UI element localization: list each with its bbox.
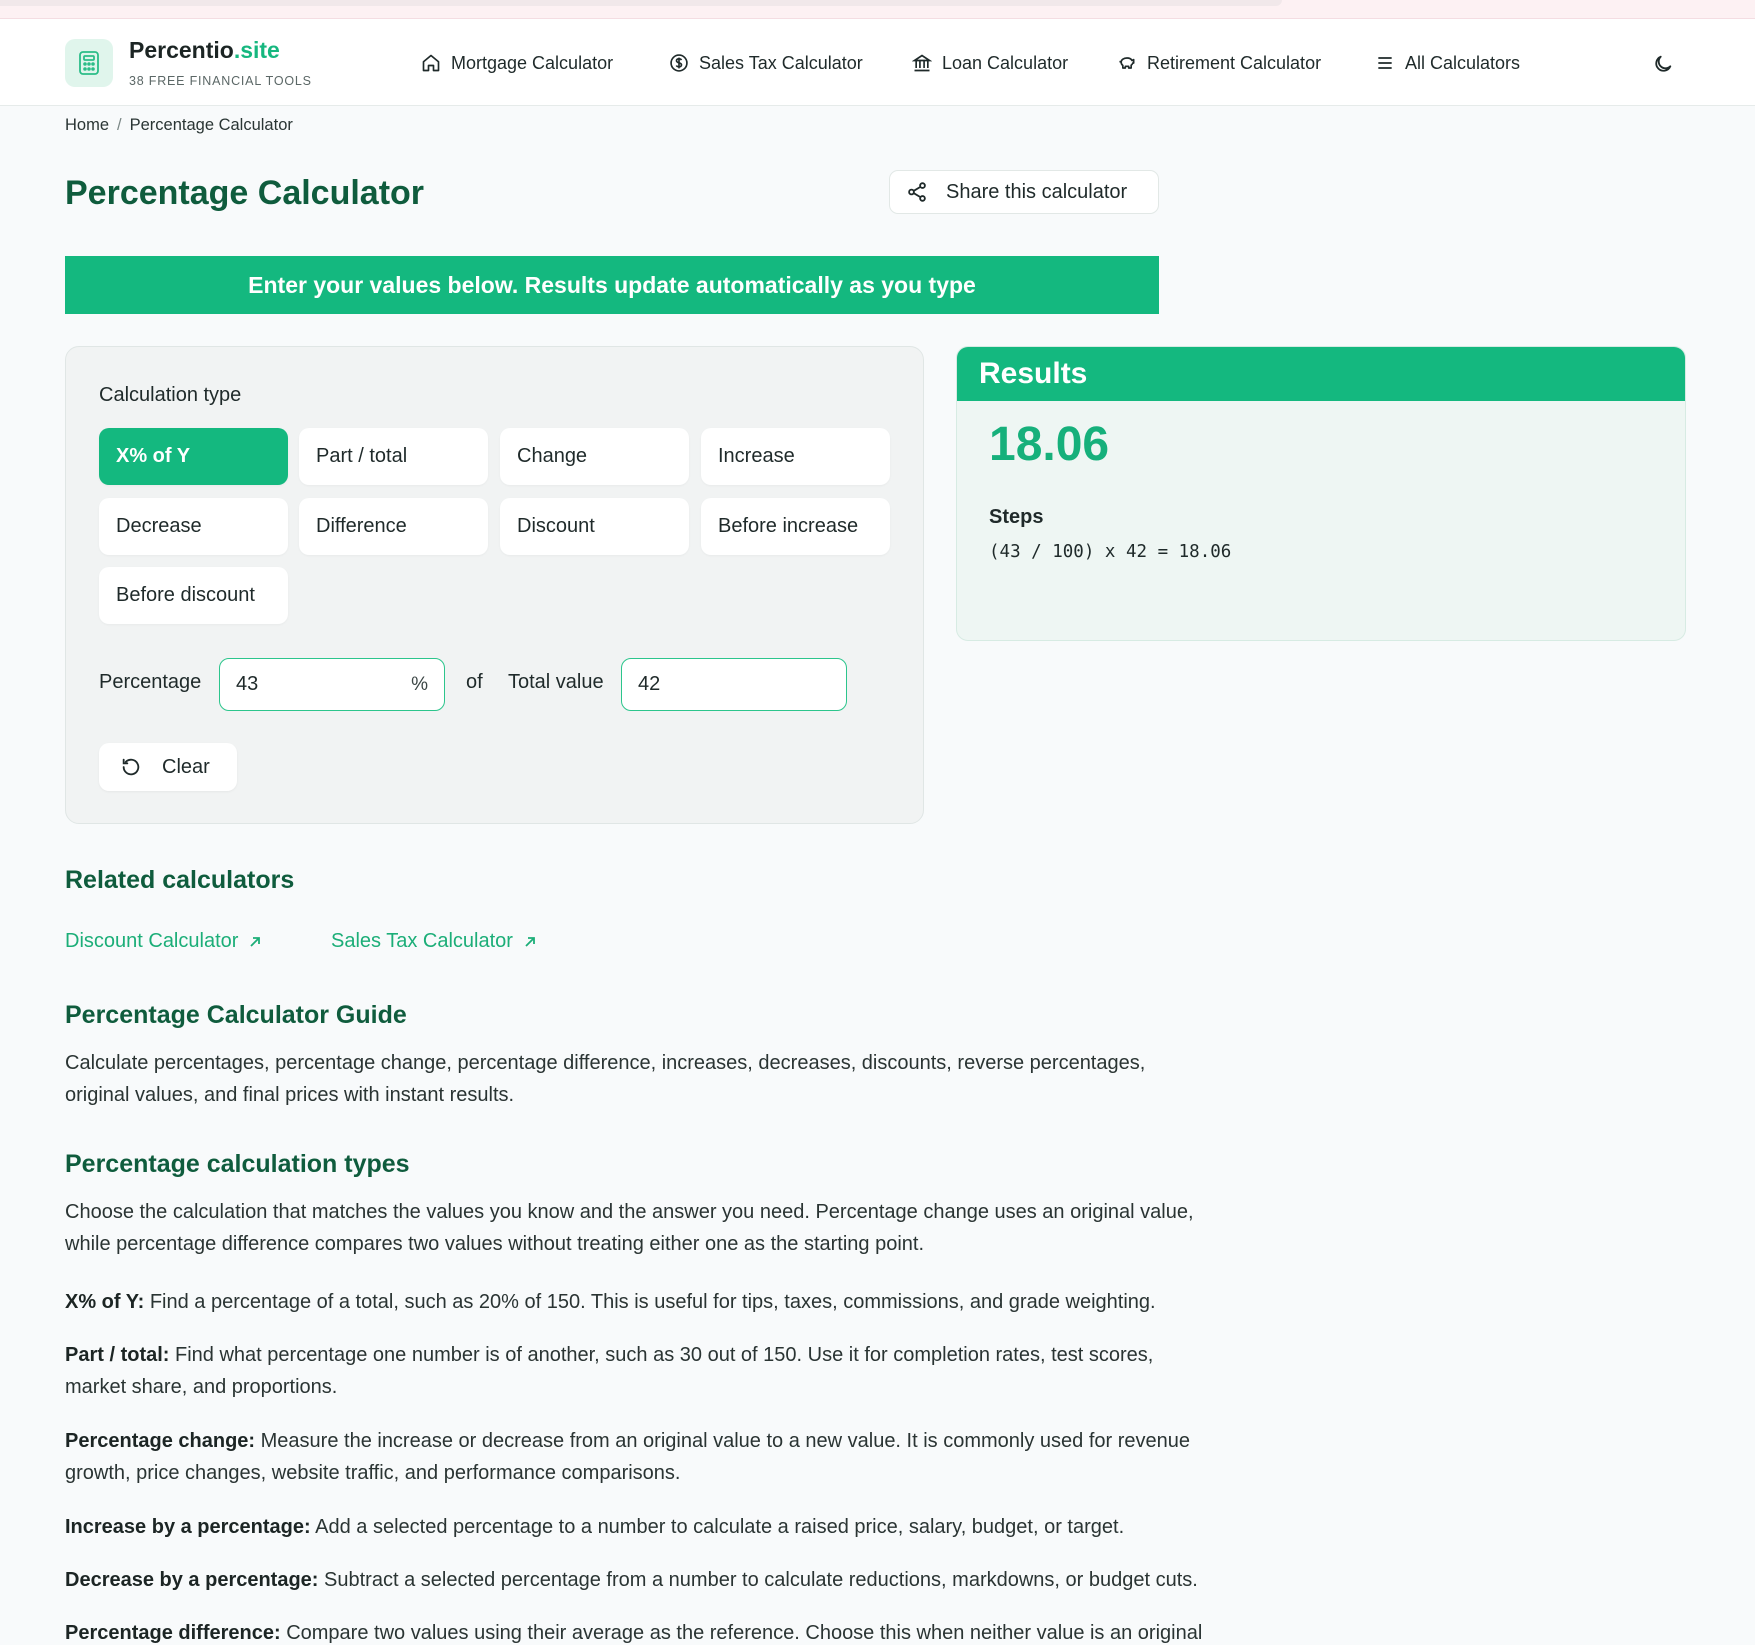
steps-label: Steps xyxy=(989,506,1044,528)
brand-tagline: 38 FREE FINANCIAL TOOLS xyxy=(129,74,312,88)
type-term: Increase by a percentage: xyxy=(65,1516,311,1538)
calculation-type-label: Calculation type xyxy=(99,384,242,406)
brand-tld: .site xyxy=(233,37,280,63)
type-description-x-of-y xyxy=(65,1286,1265,1318)
type-part-total-button[interactable]: Part / total xyxy=(299,428,488,485)
steps-formula: (43 / 100) x 42 = 18.06 xyxy=(989,542,1232,562)
related-link-label: Sales Tax Calculator xyxy=(331,930,513,952)
breadcrumb-home-link[interactable]: Home xyxy=(65,116,110,134)
type-description-increase xyxy=(65,1511,1265,1543)
type-description-difference xyxy=(65,1617,1265,1645)
nav-retirement-calculator[interactable] xyxy=(1117,49,1321,77)
calculator-card xyxy=(65,346,924,824)
percentage-field[interactable] xyxy=(219,658,445,711)
external-arrow-icon xyxy=(523,935,537,949)
types-intro-line: Choose the calculation that matches the values you know and the answer you need. Percentage change uses an original value, xyxy=(65,1201,1194,1223)
type-term: X% of Y: xyxy=(65,1291,145,1313)
page-title: Percentage Calculator xyxy=(65,174,425,212)
nav-loan-label: Loan Calculator xyxy=(942,52,1069,73)
results-card xyxy=(956,346,1686,641)
nav-all-calculators-label: All Calculators xyxy=(1405,52,1521,73)
types-intro-line: while percentage difference compares two values without treating either one as the starting point. xyxy=(65,1233,925,1255)
type-before-discount-button[interactable]: Before discount xyxy=(99,567,288,624)
breadcrumb-separator: / xyxy=(117,116,122,134)
share-calculator-button[interactable] xyxy=(889,170,1159,214)
of-label: of xyxy=(466,671,483,693)
reset-icon xyxy=(120,756,142,778)
type-change-button[interactable]: Change xyxy=(500,428,689,485)
type-description-decrease xyxy=(65,1564,1265,1596)
top-strip-bar xyxy=(0,0,1282,6)
percentage-label: Percentage xyxy=(99,671,202,693)
home-icon xyxy=(421,53,441,73)
clear-button[interactable] xyxy=(99,743,237,791)
nav-loan-calculator[interactable] xyxy=(912,49,1068,77)
piggy-bank-icon xyxy=(1117,53,1137,73)
menu-icon xyxy=(1375,53,1395,73)
guide-intro xyxy=(65,1047,1265,1111)
type-term: Part / total: xyxy=(65,1344,170,1366)
external-arrow-icon xyxy=(248,935,262,949)
type-text: Subtract a selected percentage from a number to calculate reductions, markdowns, or budget cuts. xyxy=(324,1569,1198,1591)
type-discount-button[interactable]: Discount xyxy=(500,498,689,555)
nav-sales-tax-calculator[interactable] xyxy=(669,49,863,77)
type-text: Compare two values using their average as the reference. Choose this when neither value is an original xyxy=(286,1622,1203,1644)
type-text: Find a percentage of a total, such as 20% of 150. This is useful for tips, taxes, commissions, and grade weighting. xyxy=(149,1291,1156,1313)
breadcrumb xyxy=(65,116,293,135)
nav-mortgage-calculator[interactable] xyxy=(421,49,613,77)
type-text: Find what percentage one number is of another, such as 30 out of 150. Use it for completion rates, test scores, xyxy=(175,1344,1154,1366)
moon-icon xyxy=(1652,53,1674,75)
instruction-banner: Enter your values below. Results update automatically as you type xyxy=(65,256,1159,314)
calculator-logo-icon[interactable] xyxy=(65,39,113,87)
top-strip xyxy=(0,0,1755,19)
guide-intro-line: original values, and final prices with instant results. xyxy=(65,1084,515,1106)
total-value-label: Total value xyxy=(508,671,604,693)
brand-name-text: Percentio xyxy=(129,37,234,63)
share-label: Share this calculator xyxy=(946,180,1128,203)
clear-label: Clear xyxy=(162,755,210,778)
results-heading: Results xyxy=(957,347,1685,401)
related-calculators-heading: Related calculators xyxy=(65,866,295,894)
type-description-part-total xyxy=(65,1339,1265,1403)
type-decrease-button[interactable]: Decrease xyxy=(99,498,288,555)
guide-intro-line: Calculate percentages, percentage change, percentage difference, increases, decreases, discounts, reverse percentages, xyxy=(65,1052,1146,1074)
related-sales-tax-calculator-link[interactable] xyxy=(331,930,537,953)
breadcrumb-current: Percentage Calculator xyxy=(129,116,293,134)
theme-toggle-button[interactable] xyxy=(1649,50,1677,78)
nav-sales-tax-label: Sales Tax Calculator xyxy=(699,52,863,73)
type-term: Decrease by a percentage: xyxy=(65,1569,319,1591)
percentage-input[interactable] xyxy=(236,673,411,696)
site-header xyxy=(0,19,1755,106)
type-term: Percentage change: xyxy=(65,1430,256,1452)
type-text: Add a selected percentage to a number to calculate a raised price, salary, budget, or target. xyxy=(315,1516,1125,1538)
type-x-percent-of-y-button[interactable]: X% of Y xyxy=(99,428,288,485)
nav-mortgage-label: Mortgage Calculator xyxy=(451,52,614,73)
guide-heading: Percentage Calculator Guide xyxy=(65,1001,407,1029)
bank-icon xyxy=(912,53,932,73)
nav-retirement-label: Retirement Calculator xyxy=(1147,52,1322,73)
result-value: 18.06 xyxy=(989,418,1110,471)
type-increase-button[interactable]: Increase xyxy=(701,428,890,485)
type-text-line2: market share, and proportions. xyxy=(65,1376,338,1398)
share-icon xyxy=(906,181,928,203)
total-value-input[interactable] xyxy=(638,673,830,696)
type-term: Percentage difference: xyxy=(65,1622,281,1644)
related-link-label: Discount Calculator xyxy=(65,930,239,952)
types-section-heading: Percentage calculation types xyxy=(65,1150,410,1178)
type-before-increase-button[interactable]: Before increase xyxy=(701,498,890,555)
dollar-circle-icon xyxy=(669,53,689,73)
type-text-line2: growth, price changes, website traffic, and performance comparisons. xyxy=(65,1462,681,1484)
total-value-field[interactable] xyxy=(621,658,847,711)
related-discount-calculator-link[interactable] xyxy=(65,930,262,953)
type-description-percentage-change xyxy=(65,1425,1265,1489)
nav-all-calculators[interactable] xyxy=(1375,49,1520,77)
brand-name[interactable] xyxy=(129,37,280,64)
percent-suffix: % xyxy=(411,673,428,695)
types-section-intro xyxy=(65,1196,1265,1260)
type-text: Measure the increase or decrease from an original value to a new value. It is commonly used for revenue xyxy=(260,1430,1191,1452)
type-difference-button[interactable]: Difference xyxy=(299,498,488,555)
